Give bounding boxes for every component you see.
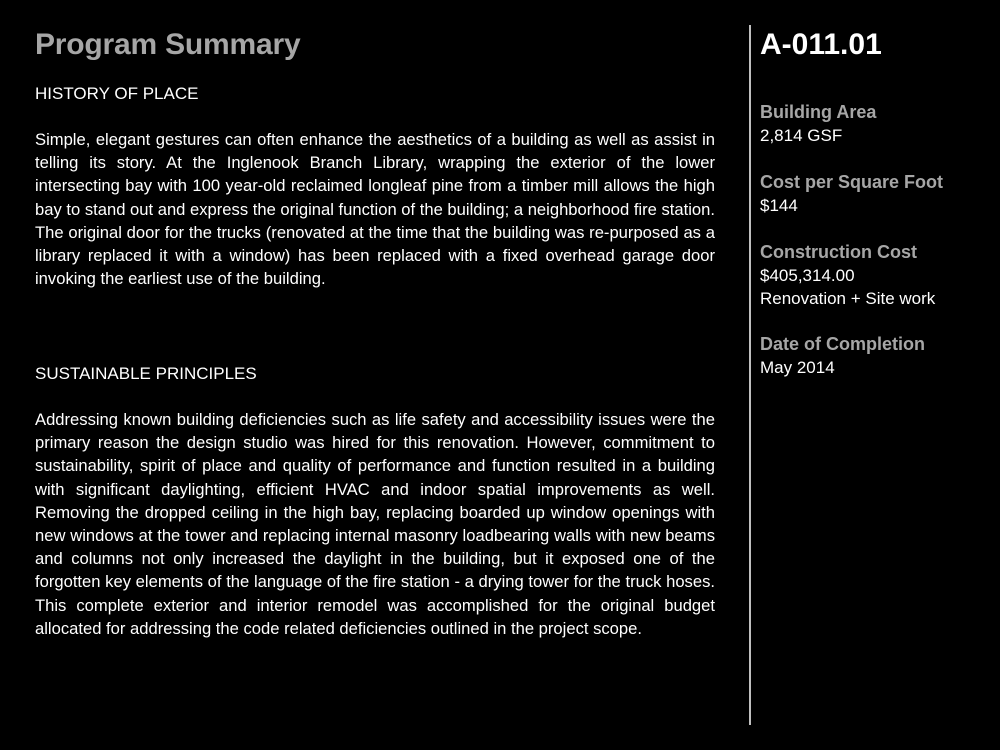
stat-construction-cost — [760, 241, 992, 310]
stat-label: Date of Completion — [760, 334, 925, 354]
stat-value: May 2014 — [760, 358, 835, 377]
section-body-history-of-place: Simple, elegant gestures can often enhance the aesthetics of a building as well as assist in telling its story. At the Inglenook Branch Library, wrapping the exterior of the lower intersecting bay with 100 year-old reclaimed longleaf pine from a timber mill allows the high bay to stand out and express the original function of the building; a neighborhood fire station. The original door for the trucks (renovated at the time that the building was re-purposed as a library replaced it with a window) has been replaced with a fixed overhead garage door invoking the earliest use of the building. — [35, 130, 715, 289]
stat-label: Cost per Square Foot — [760, 172, 944, 192]
page-title: Program Summary — [35, 28, 301, 61]
section-heading-history-of-place: HISTORY OF PLACE — [35, 84, 199, 103]
stat-label: Construction Cost — [760, 242, 917, 262]
section-heading-sustainable-principles: SUSTAINABLE PRINCIPLES — [35, 364, 257, 383]
stat-label: Building Area — [760, 102, 877, 122]
stat-value: $405,314.00 — [760, 266, 855, 285]
section-body-sustainable-principles: Addressing known building deficiencies such as life safety and accessibility issues were the primary reason the design studio was hired for this renovation. However, commitment to sustainability, spirit of place and quality of performance and function resulted in a building with significant daylighting, efficient HVAC and indoor spatial improvements as well. Removing the dropped ceiling in the high bay, replacing boarded up window openings with new windows at the tower and replacing internal masonry loadbearing walls with new beams and columns not only increased the daylight in the building, but it exposed one of the forgotten key elements of the language of the fire station - a drying tower for the truck hoses. This complete exterior and interior remodel was accomplished for the original budget allocated for addressing the code related deficiencies outlined in the project scope. — [35, 410, 715, 638]
stat-value: $144 — [760, 196, 798, 215]
column-divider — [749, 25, 751, 725]
stat-cost-per-square-foot — [760, 171, 992, 217]
stat-value: 2,814 GSF — [760, 126, 843, 145]
sheet-number: A-011.01 — [760, 28, 882, 61]
stat-date-of-completion — [760, 333, 992, 379]
stat-building-area — [760, 101, 992, 147]
stat-value-note: Renovation + Site work — [760, 289, 936, 308]
